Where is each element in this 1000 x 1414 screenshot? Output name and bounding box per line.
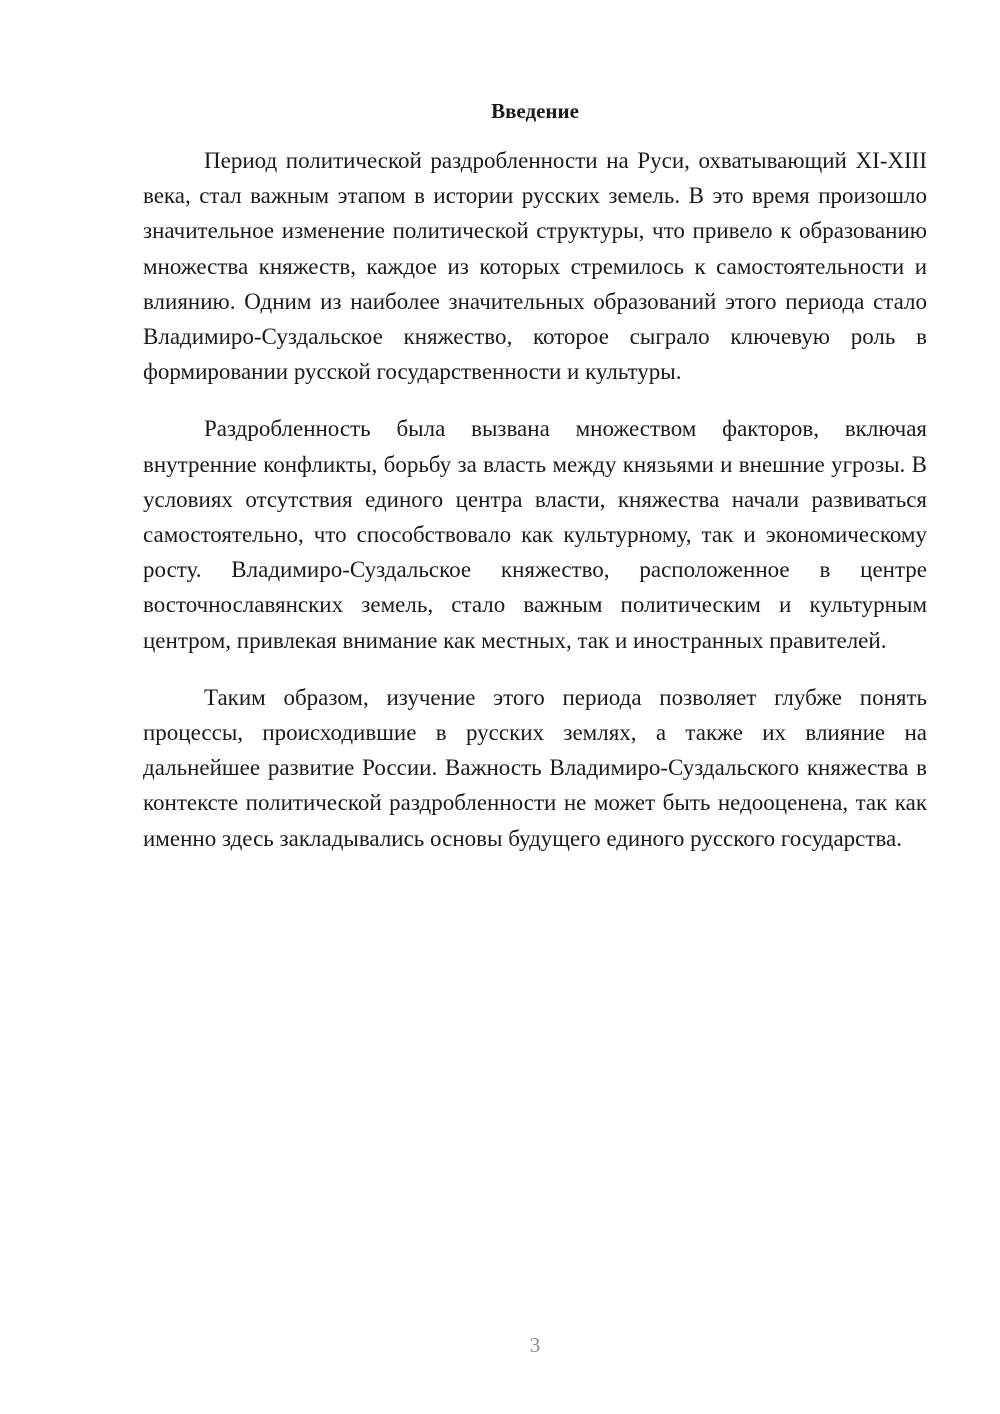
paragraph-3: Таким образом, изучение этого периода позволяет глубже понять процессы, происходившие в русских землях, а также их влияние на дальнейшее развитие России. Важность Владимиро-Суздальского княжества в контексте политической раздробленности не может быть недооценена, так как именно здесь закладывались основы будущего единого русского государства.	[143, 684, 927, 851]
page-title: Введение	[491, 99, 579, 123]
body-text	[143, 143, 927, 878]
page-number: 3	[529, 1333, 541, 1357]
paragraph-2: Раздробленность была вызвана множеством факторов, включая внутренние конфликты, борьбу за власть между князьями и внешние угрозы. В условиях отсутствия единого центра власти, княжества начали развиваться самостоятельно, что способствовало как культурному, так и экономическому росту. Владимиро-Суздальское княжество, расположенное в центре восточнославянских земель, стало важным политическим и культурным центром, привлекая внимание как местных, так и иностранных правителей.	[143, 416, 927, 653]
paragraph-1: Период политической раздробленности на Руси, охватывающий XI-XIII века, стал важным этапом в истории русских земель. В это время произошло значительное изменение политической структуры, что привело к образованию множества княжеств, каждое из которых стремилось к самостоятельности и влиянию. Одним из наиболее значительных образований этого периода стало Владимиро-Суздальское княжество, которое сыграло ключевую роль в формировании русской государственности и культуры.	[143, 148, 927, 385]
